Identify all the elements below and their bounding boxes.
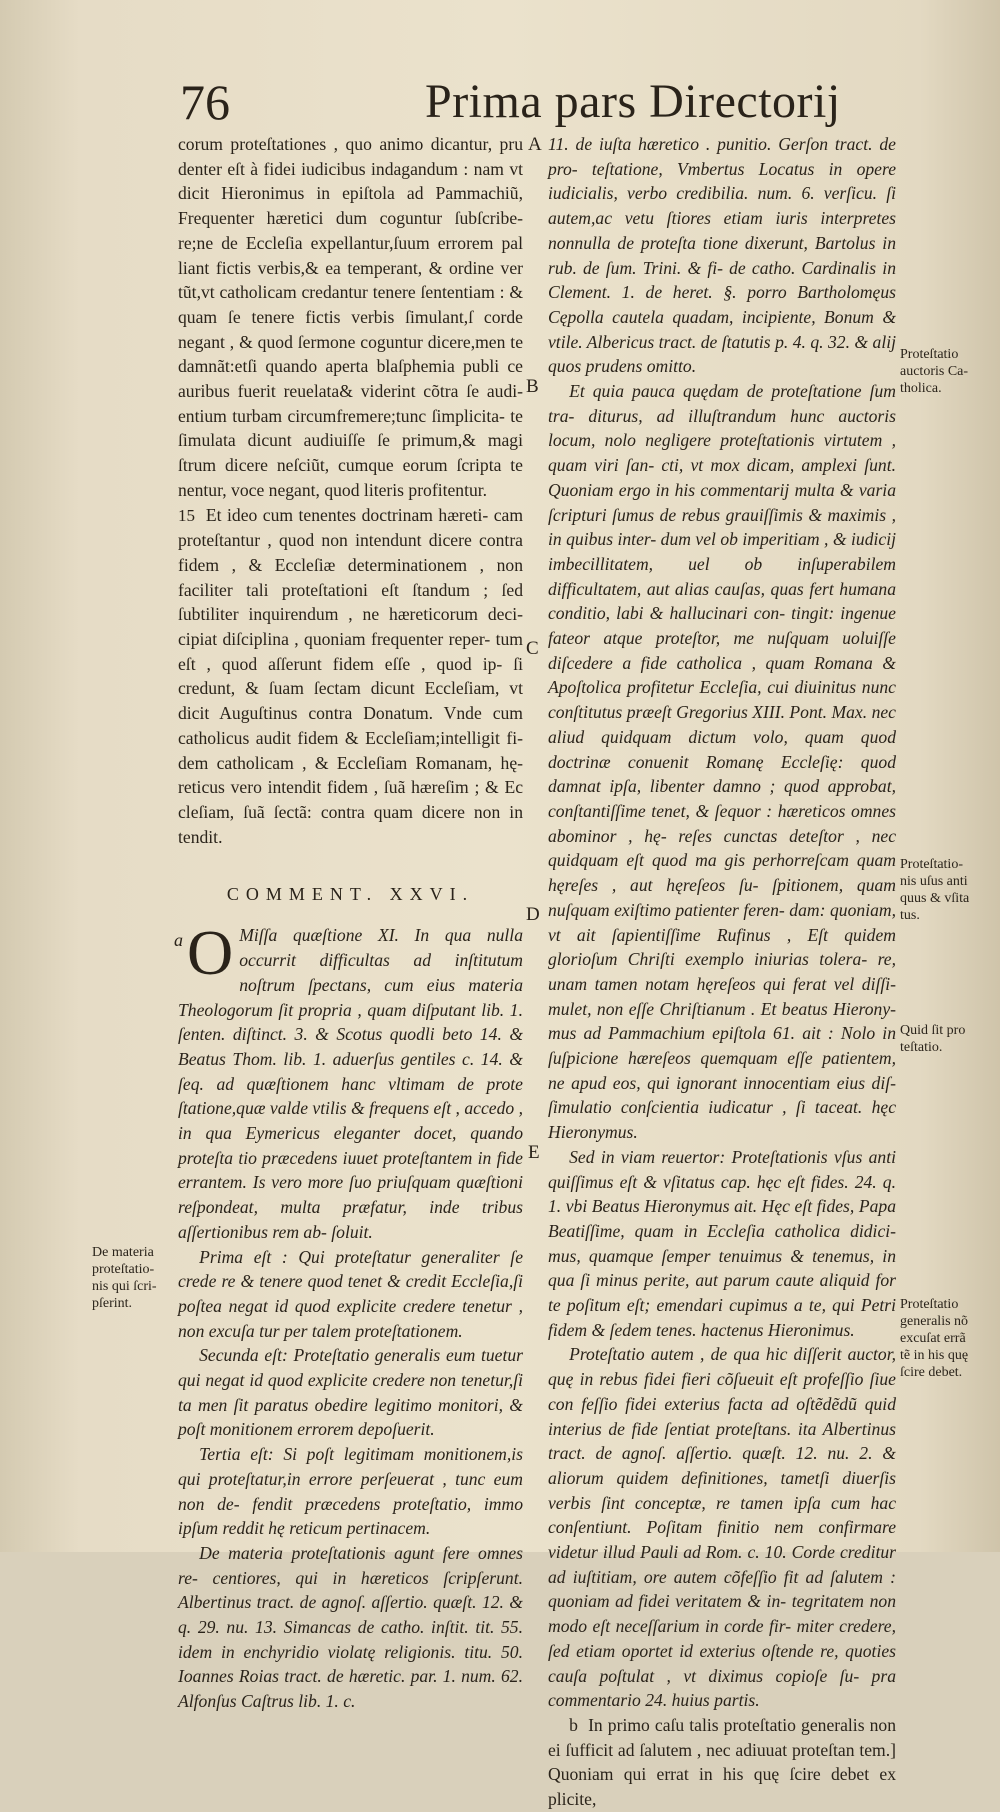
margin-note-left-materia: De materia proteſtatio- nis qui ſcri- pſerint. — [92, 1245, 157, 1311]
margin-note-right-quid: Quid ſit pro teſtatio. — [900, 1023, 966, 1055]
folio-number: 76 — [180, 74, 230, 130]
right-column — [548, 132, 897, 1810]
left-paragraph-1: corum proteſtationes , quo animo dicantur, pru denter eſt à fidei iudicibus indagandum : nam vt dicit Hieronimus in epiſtola ad Pammachiũ, Frequenter hæretici dum coguntur ſubſcribe- re;ne de Eccleſia expellantur,ſuum errorem pal liant fictis verbis,& ea temperant, & ordine ver tũt,vt catholicam credantur tenere ſententiam : & quam ſe tenere fictis verbis ſimulant,ſ corde negant , & quod ſermone coguntur dicere,men te damnãt:etſi quando aperta blaſphemia publi ce auribus fuerit reuelata& viderint cõtra ſe audi- entium turbam circumfremere;tunc ſimplicita- te ſimulata dicunt audiuiſſe ſe primum,& magi ſtrum dicere neſciũt, cumque eorum ſcripta te nentur, voce negant, quod literis profitentur. — [178, 134, 523, 500]
comment-text: Miſſa quæſtione XI. In qua nulla occurrit difficultas ad inſtitutum noſtrum ſpectans, cum eius materia Theologorum ſit propria , quam diſputant lib. 1. ſenten. diſtinct. 3. & Scotus quodli beto 14. & Beatus Thom. lib. 1. aduerſus gentiles c. 14. & ſeq. ad quæſtionem hanc vltimam de prote ſtatione,quæ valde vtilis & frequens eſt , accedo , in qua Eymericus eleganter docet, quando proteſta tio præcedens iuuet proteſtantem in fide errantem. Is vero more ſuo priuſquam quæſtioni reſpondeat, multa præfatur, inde tribus aſſertionibus rem ab- ſoluit. — [178, 925, 523, 1242]
running-title: Prima pars Directorij — [425, 75, 841, 128]
note-letter-b: b — [569, 1715, 578, 1735]
assertion-tertia: Tertia eſt: Si poſt legitimam monitionem,is qui proteſtatur,in errore perſeuerat , tunc eum non de- fendit præcedens proteſtatio, immo ipſum reddit hę reticum pertinacem. — [178, 1444, 523, 1539]
assertion-prima: Prima eſt : Qui proteſtatur generaliter ſe crede re & tenere quod tenet & credit Eccleſia,ſi poſtea negat id quod explicite credere tenetur , non excuſa tur per talem proteſtationem. — [178, 1246, 523, 1341]
left-column — [174, 132, 524, 1712]
comment-note-letter: a — [174, 930, 183, 951]
drop-initial: O — [187, 917, 234, 989]
page-header — [180, 72, 841, 134]
assertion-secunda: Secunda eſt: Proteſtatio generalis eum tuetur qui negat id quod explicite credere non tenetur,ſi ta men ſit paratus obedire legitimo monitori, & poſt monitionem errorem depoſuerit. — [178, 1345, 523, 1440]
section-letter-b: B — [526, 376, 539, 397]
comment-paragraph — [174, 917, 523, 1244]
right-paragraph-5 — [548, 1713, 896, 1812]
section-letter-c: C — [526, 638, 539, 659]
margin-note-right-generalis: Proteſtatio generalis nõ excuſat errã tẽ in his quę ſcire debet. — [900, 1297, 969, 1380]
section-letter-a: A — [528, 134, 542, 155]
margin-note-right-auctoris: Proteſtatio auctoris Ca- tholica. — [900, 347, 969, 396]
right-paragraph-5-text: In primo caſu talis proteſtatio generalis non ei ſufficit ad ſalutem , nec adiuuat proteſtan tem.] Quoniam qui errat in his quę ſcire debet ex plicite, — [548, 1715, 897, 1810]
margin-note-right-usus: Proteſtatio- nis uſus anti quus & vſita tus. — [900, 857, 970, 923]
section-letter-d: D — [526, 904, 540, 925]
right-paragraph-1: 11. de iuſta hæretico . punitio. Gerſon tract. de pro- teſtatione, Vmbertus Locatus in opere iudicialis, verbo credibilia. num. 6. verſicu. ſi autem,ac vetu ſtiores etiam iuris interpretes nonnulla de proteſta tione dixerunt, Bartolus in rub. de ſum. Trini. & fi- de catho. Cardinalis in Clement. 1. de heret. §. porro Bartholomęus Cępolla cautela quadam, incipiente, Bonum & vtile. Albericus tract. de ſtatutis p. 4. q. 32. & alij quos prudens omitto. — [548, 134, 896, 377]
left-paragraph-2-text: Et ideo cum tenentes doctrinam hæreti- cam proteſtantur , quod non intendunt dicere contra fidem , & Eccleſiæ determinationem , non faciliter tali proteſtationi eſt ſtandum ; ſed ſubtiliter inquirendum , ne hæreticorum deci- cipiat diſciplina , quoniam frequenter reper- tum eſt , quod aſſerunt fidem eſſe , quod ip- ſi credunt, & ſuam ſectam dicunt Eccleſiam, vt dicit Auguſtinus contra Donatum. Vnde cum catholicus audit fidem & Eccleſiam;intelligit fi- dem catholicam , & Eccleſiam Romanam, hę- reticus vero intendit fidem , ſuã hæreſim ; & Ec cleſiam, ſuã ſectã: contra quam dicere non in tendit. — [178, 504, 524, 847]
paragraph-number: 15 — [178, 505, 195, 525]
right-paragraph-4: Proteſtatio autem , de qua hic diſſerit auctor, quę in rebus fidei fieri cõſueuit eſt profeſſio ſiue con feſſio fidei exterius facta ad oſtẽdẽdũ quid interius de fide ſentiat proteſtans. ita Albertinus tract. de agnoſ. aſſertio. quæſt. 12. nu. 2. & aliorum quidem definitiones, tametſi diuerſis verbis ſint conceptæ, re tamen ipſa cum hac conſentiunt. Poſitam finitio nem confirmare videtur illud Pauli ad Rom. c. 10. Corde creditur ad iuſtitiam, ore autem cõfeſſio fit ad ſalutem : quoniam ad fidei veritatem & in- tegritatem non modo eſt neceſſarium in corde fir- miter credere, ſed etiam oportet id exterius oſtende re, quoties cauſa poſtulat , vt diximus copioſe ſu- pra commentario 24. huius partis. — [548, 1344, 896, 1711]
section-letter-e: E — [528, 1142, 540, 1163]
right-paragraph-2: Et quia pauca quędam de proteſtatione ſum tra- diturus, ad illuſtrandum hunc auctoris locum, nolo negligere proteſtationis virtutem , quam viri ſan- cti, vt mox dicam, amplexi ſunt. Quoniam ergo in his commentarij multa & varia ſcripturi ſumus de rebus grauiſſimis & maximis , in quibus inter- dum vel ob imperitiam , & iudicij imbecillitatem, uel ob inſuperabilem difficultatem, aut alias cauſas, quas fert humana conditio, labi & hallucinari con- tingit: ingenue fateor atque proteſtor, me nuſquam uoluiſſe diſcedere a fide catholica , quam Romana & Apoſtolica profitetur Eccleſia, cui diuinitus nunc conſtitutus præeſt Gregorius XIII. Pont. Max. nec aliud quidquam dictum volo, quam quod doctrinæ conuenit Romanę Eccleſię: quod damnat ipſa, libenter damno ; quod approbat, conſtantiſſime tenet, & ſequor : hæreticos omnes abominor , hę- reſes cunctas deteſtor , nec quidquam eſt quod ma gis perhorreſcam quam hęreſes , aut hęreſeos ſu- ſpitionem, quam nuſquam exiſtimo patienter feren- dam: quoniam, vt ait ſapientiſſime Rufinus , Eſt quidem glorioſum Chriſti exemplo iniurias tolera- re, unam tamen notam hęreſeos qui ferat vel diſſi- mulet, non eſſe Chriſtianum . Et beatus Hierony- mus ad Pammachium epiſtola 61. ait : Nolo in ſuſpicione hæreſeos quemquam eſſe patientem, ne apud eos, qui ignorant innocentiam eius diſ- ſimulatio conſcientia iudicatur , ſi taceat. hęc Hieronymus. — [548, 381, 896, 1143]
right-paragraph-3: Sed in viam reuertor: Proteſtationis vſus anti quiſſimus eſt & vſitatus cap. hęc eſt fides. 24. q. 1. vbi Beatus Hieronymus ait. Hęc eſt fides, Papa Beatiſſime, quam in Eccleſia catholica didici- mus, quamque ſemper tenuimus & tenemus, in qua ſi minus perite, aut parum caute aliquid for te poſitum eſt; emendari cupimus a te, qui Petri fidem & ſedem tenes. hactenus Hieronimus. — [548, 1146, 896, 1340]
left-paragraph-2 — [178, 503, 523, 850]
comment-heading: COMMENT. XXVI. — [226, 884, 475, 905]
de-materia-paragraph: De materia proteſtationis agunt fere omnes re- centiores, qui in hæreticos ſcripſerunt. Albertinus tract. de agnoſ. aſſertio. quæſt. 12. & q. 29. nu. 13. Simancas de catho. inſtit. tit. 55. idem in enchyridio violatę religionis. titu. 50. Ioannes Roias tract. de hæretic. par. 1. num. 62. Alfonſus Caſtrus lib. 1. c. — [178, 1542, 523, 1712]
spacer — [178, 849, 523, 879]
